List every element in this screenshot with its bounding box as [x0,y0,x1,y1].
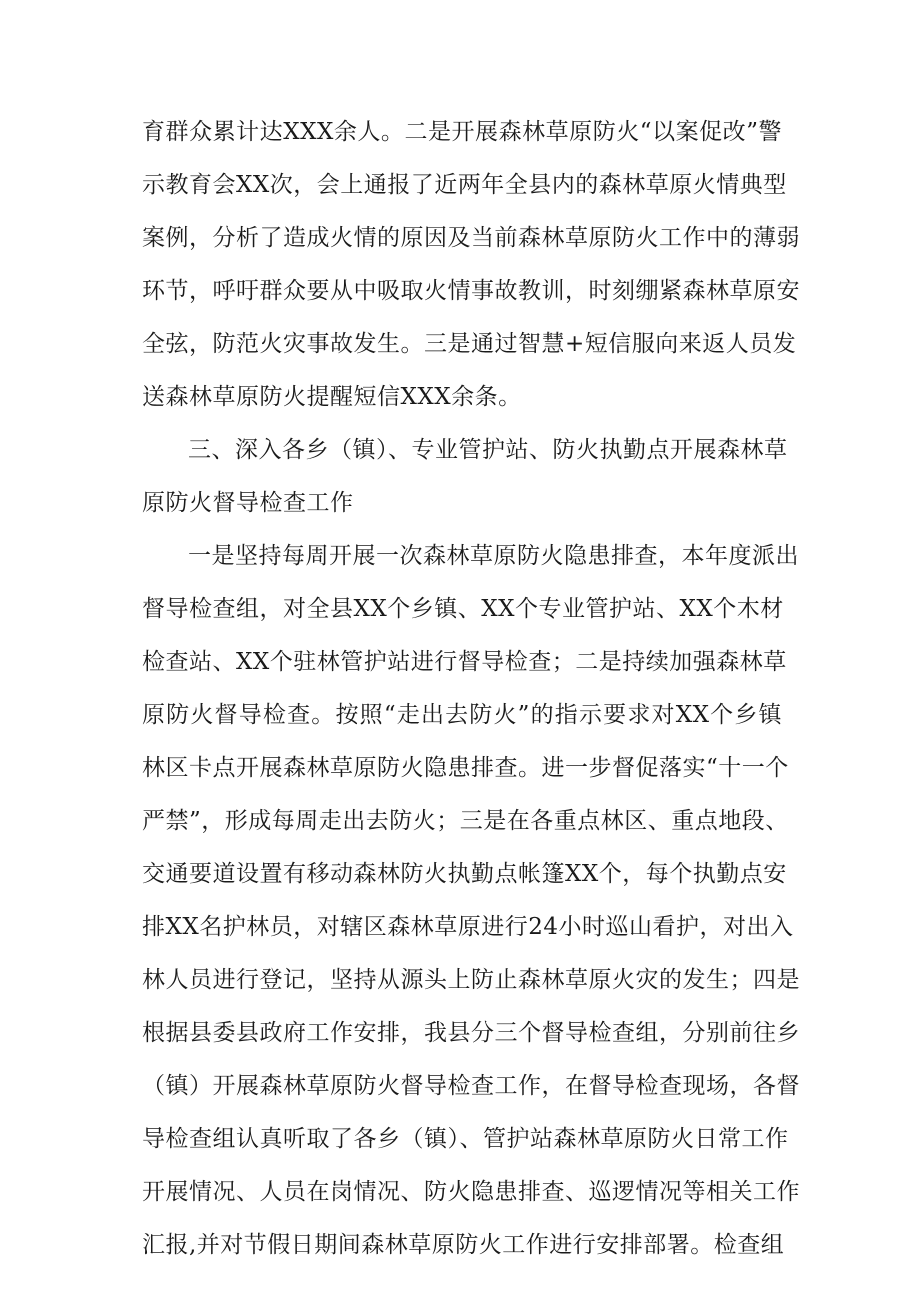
paragraph-line: 导检查组认真听取了各乡（镇）、管护站森林草原防火日常工作 [142,1126,789,1152]
paragraph-line: 送森林草原防火提醒短信XXX余条。 [142,384,522,410]
paragraph-line: 环节，呼吁群众要从中吸取火情事故教训，时刻绷紧森林草原安 [142,278,800,304]
paragraph-line: 一是坚持每周开展一次森林草原防火隐患排查，本年度派出 [188,543,799,569]
paragraph-1 [142,106,800,424]
paragraph-line: 林区卡点开展森林草原防火隐患排查。进一步督促落实“十一个 [142,755,789,781]
heading-line: 三、深入各乡（镇）、专业管护站、防火执勤点开展森林草 [188,437,788,463]
paragraph-line: 交通要道设置有移动森林防火执勤点帐篷XX个，每个执勤点安 [142,861,787,887]
paragraph-line: 根据县委县政府工作安排，我县分三个督导检查组，分别前往乡 [142,1020,800,1046]
paragraph-line: 全弦，防范火灾事故发生。三是通过智慧+短信服向来返人员发 [142,331,797,357]
paragraph-line: 汇报,并对节假日期间森林草原防火工作进行安排部署。检查组 [142,1232,785,1258]
paragraph-line: （镇）开展森林草原防火督导检查工作，在督导检查现场，各督 [142,1073,800,1099]
paragraph-line: 示教育会XX次，会上通报了近两年全县内的森林草原火情典型 [142,172,787,198]
paragraph-line: 育群众累计达XXX余人。二是开展森林草原防火“以案促改”警 [142,119,782,145]
paragraph-2 [142,530,800,1272]
paragraph-line: 检查站、XX个驻林管护站进行督导检查；二是持续加强森林草 [142,649,787,675]
paragraph-line: 开展情况、人员在岗情况、防火隐患排查、巡逻情况等相关工作 [142,1179,800,1205]
paragraph-line: 案例，分析了造成火情的原因及当前森林草原防火工作中的薄弱 [142,225,800,251]
paragraph-line: 严禁”，形成每周走出去防火；三是在各重点林区、重点地段、 [142,808,789,834]
paragraph-line: 原防火督导检查。按照“走出去防火”的指示要求对XX个乡镇 [142,702,782,728]
heading-line: 原防火督导检查工作 [142,490,354,516]
paragraph-line: 排XX名护林员，对辖区森林草原进行24小时巡山看护，对出入 [142,914,794,940]
paragraph-line: 督导检查组，对全县XX个乡镇、XX个专业管护站、XX个木材 [142,596,784,622]
paragraph-line: 林人员进行登记，坚持从源头上防止森林草原火灾的发生；四是 [142,967,800,993]
section-heading-3 [142,424,788,530]
document-body [142,106,800,1272]
